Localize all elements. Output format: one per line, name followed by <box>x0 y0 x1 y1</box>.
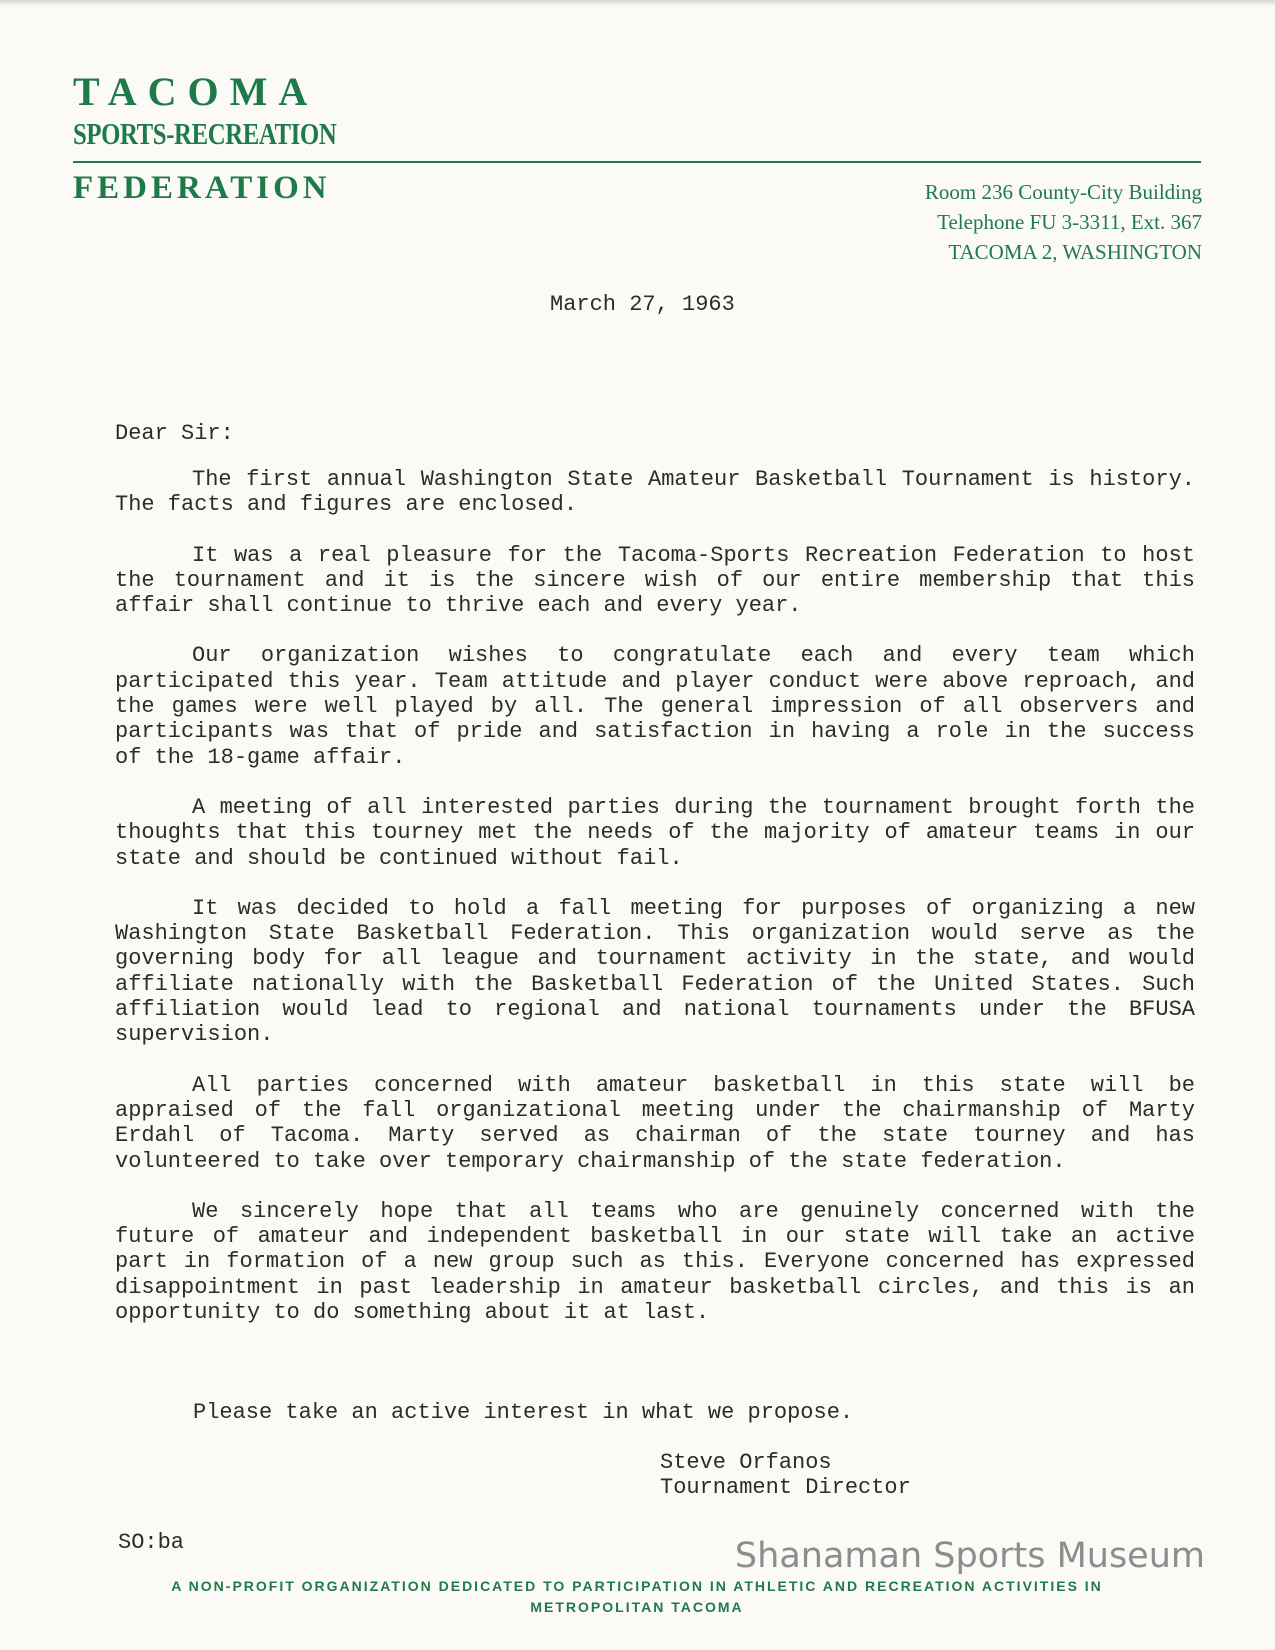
body-paragraph-7: We sincerely hope that all teams who are genuinely concerned with the future of amateur and independent basketball in our state will take an active part in formation of a new group such as this. Everyone concerned has expressed disappointment in past leadership in amateur basketball circles, and this is an opportunity to do something about it at last. <box>115 1198 1195 1326</box>
letterhead-footer <box>73 1576 1201 1618</box>
signature-block <box>660 1450 911 1500</box>
letterhead-rule <box>73 161 1201 163</box>
museum-watermark: Shanaman Sports Museum <box>734 1536 1205 1576</box>
letterhead-org-name-line2: SPORTS-RECREATION <box>73 116 337 151</box>
address-line-1: Room 236 County-City Building <box>924 180 1202 204</box>
address-line-2: Telephone FU 3-3311, Ext. 367 <box>937 210 1202 234</box>
letterhead-address <box>925 177 1202 267</box>
letter-body <box>115 467 1195 1350</box>
address-line-3: TACOMA 2, WASHINGTON <box>948 240 1202 264</box>
body-paragraph-3: Our organization wishes to congratulate each and every team which participated this year. Team attitude and player conduct were above reproach, and the games were well played by all. The general impression of all observers and participants was that of pride and satisfaction in having a role in the success of the 18-game affair. <box>115 643 1195 770</box>
signer-title: Tournament Director <box>660 1475 911 1500</box>
footer-line-1: A NON-PROFIT ORGANIZATION DEDICATED TO PARTICIPATION IN ATHLETIC AND RECREATION ACTIVITIES IN <box>171 1578 1103 1594</box>
closing-line: Please take an active interest in what we propose. <box>193 1400 854 1425</box>
letter-date: March 27, 1963 <box>550 292 735 317</box>
footer-line-2: METROPOLITAN TACOMA <box>530 1599 744 1615</box>
page-edge <box>0 0 1275 6</box>
signer-name: Steve Orfanos <box>660 1450 832 1475</box>
typist-initials: SO:ba <box>118 1530 185 1555</box>
body-paragraph-4: A meeting of all interested parties during the tournament brought forth the thoughts that this tourney met the needs of the majority of amateur teams in our state and should be continued without fail. <box>115 794 1195 871</box>
salutation: Dear Sir: <box>115 421 234 446</box>
letterhead-org-name-line3: FEDERATION <box>73 170 331 206</box>
body-paragraph-2: It was a real pleasure for the Tacoma-Sports Recreation Federation to host the tournament and it is the sincere wish of our entire membership that this affair shall continue to thrive each and every year. <box>115 542 1195 619</box>
letterhead-org-name-line1: TACOMA <box>73 69 319 114</box>
body-paragraph-6: All parties concerned with amateur basketball in this state will be appraised of the fall organizational meeting under the chairmanship of Marty Erdahl of Tacoma. Marty served as chairman of the state tourney and has volunteered to take over temporary chairmanship of the state federation. <box>115 1072 1195 1174</box>
body-paragraph-1: The first annual Washington State Amateur Basketball Tournament is history. The facts and figures are enclosed. <box>115 467 1195 518</box>
body-paragraph-5: It was decided to hold a fall meeting for purposes of organizing a new Washington State Basketball Federation. This organization would serve as the governing body for all league and tournament activity in the state, and would affiliate nationally with the Basketball Federation of the United States. Such affiliation would lead to regional and national tournaments under the BFUSA supervision. <box>115 895 1195 1048</box>
